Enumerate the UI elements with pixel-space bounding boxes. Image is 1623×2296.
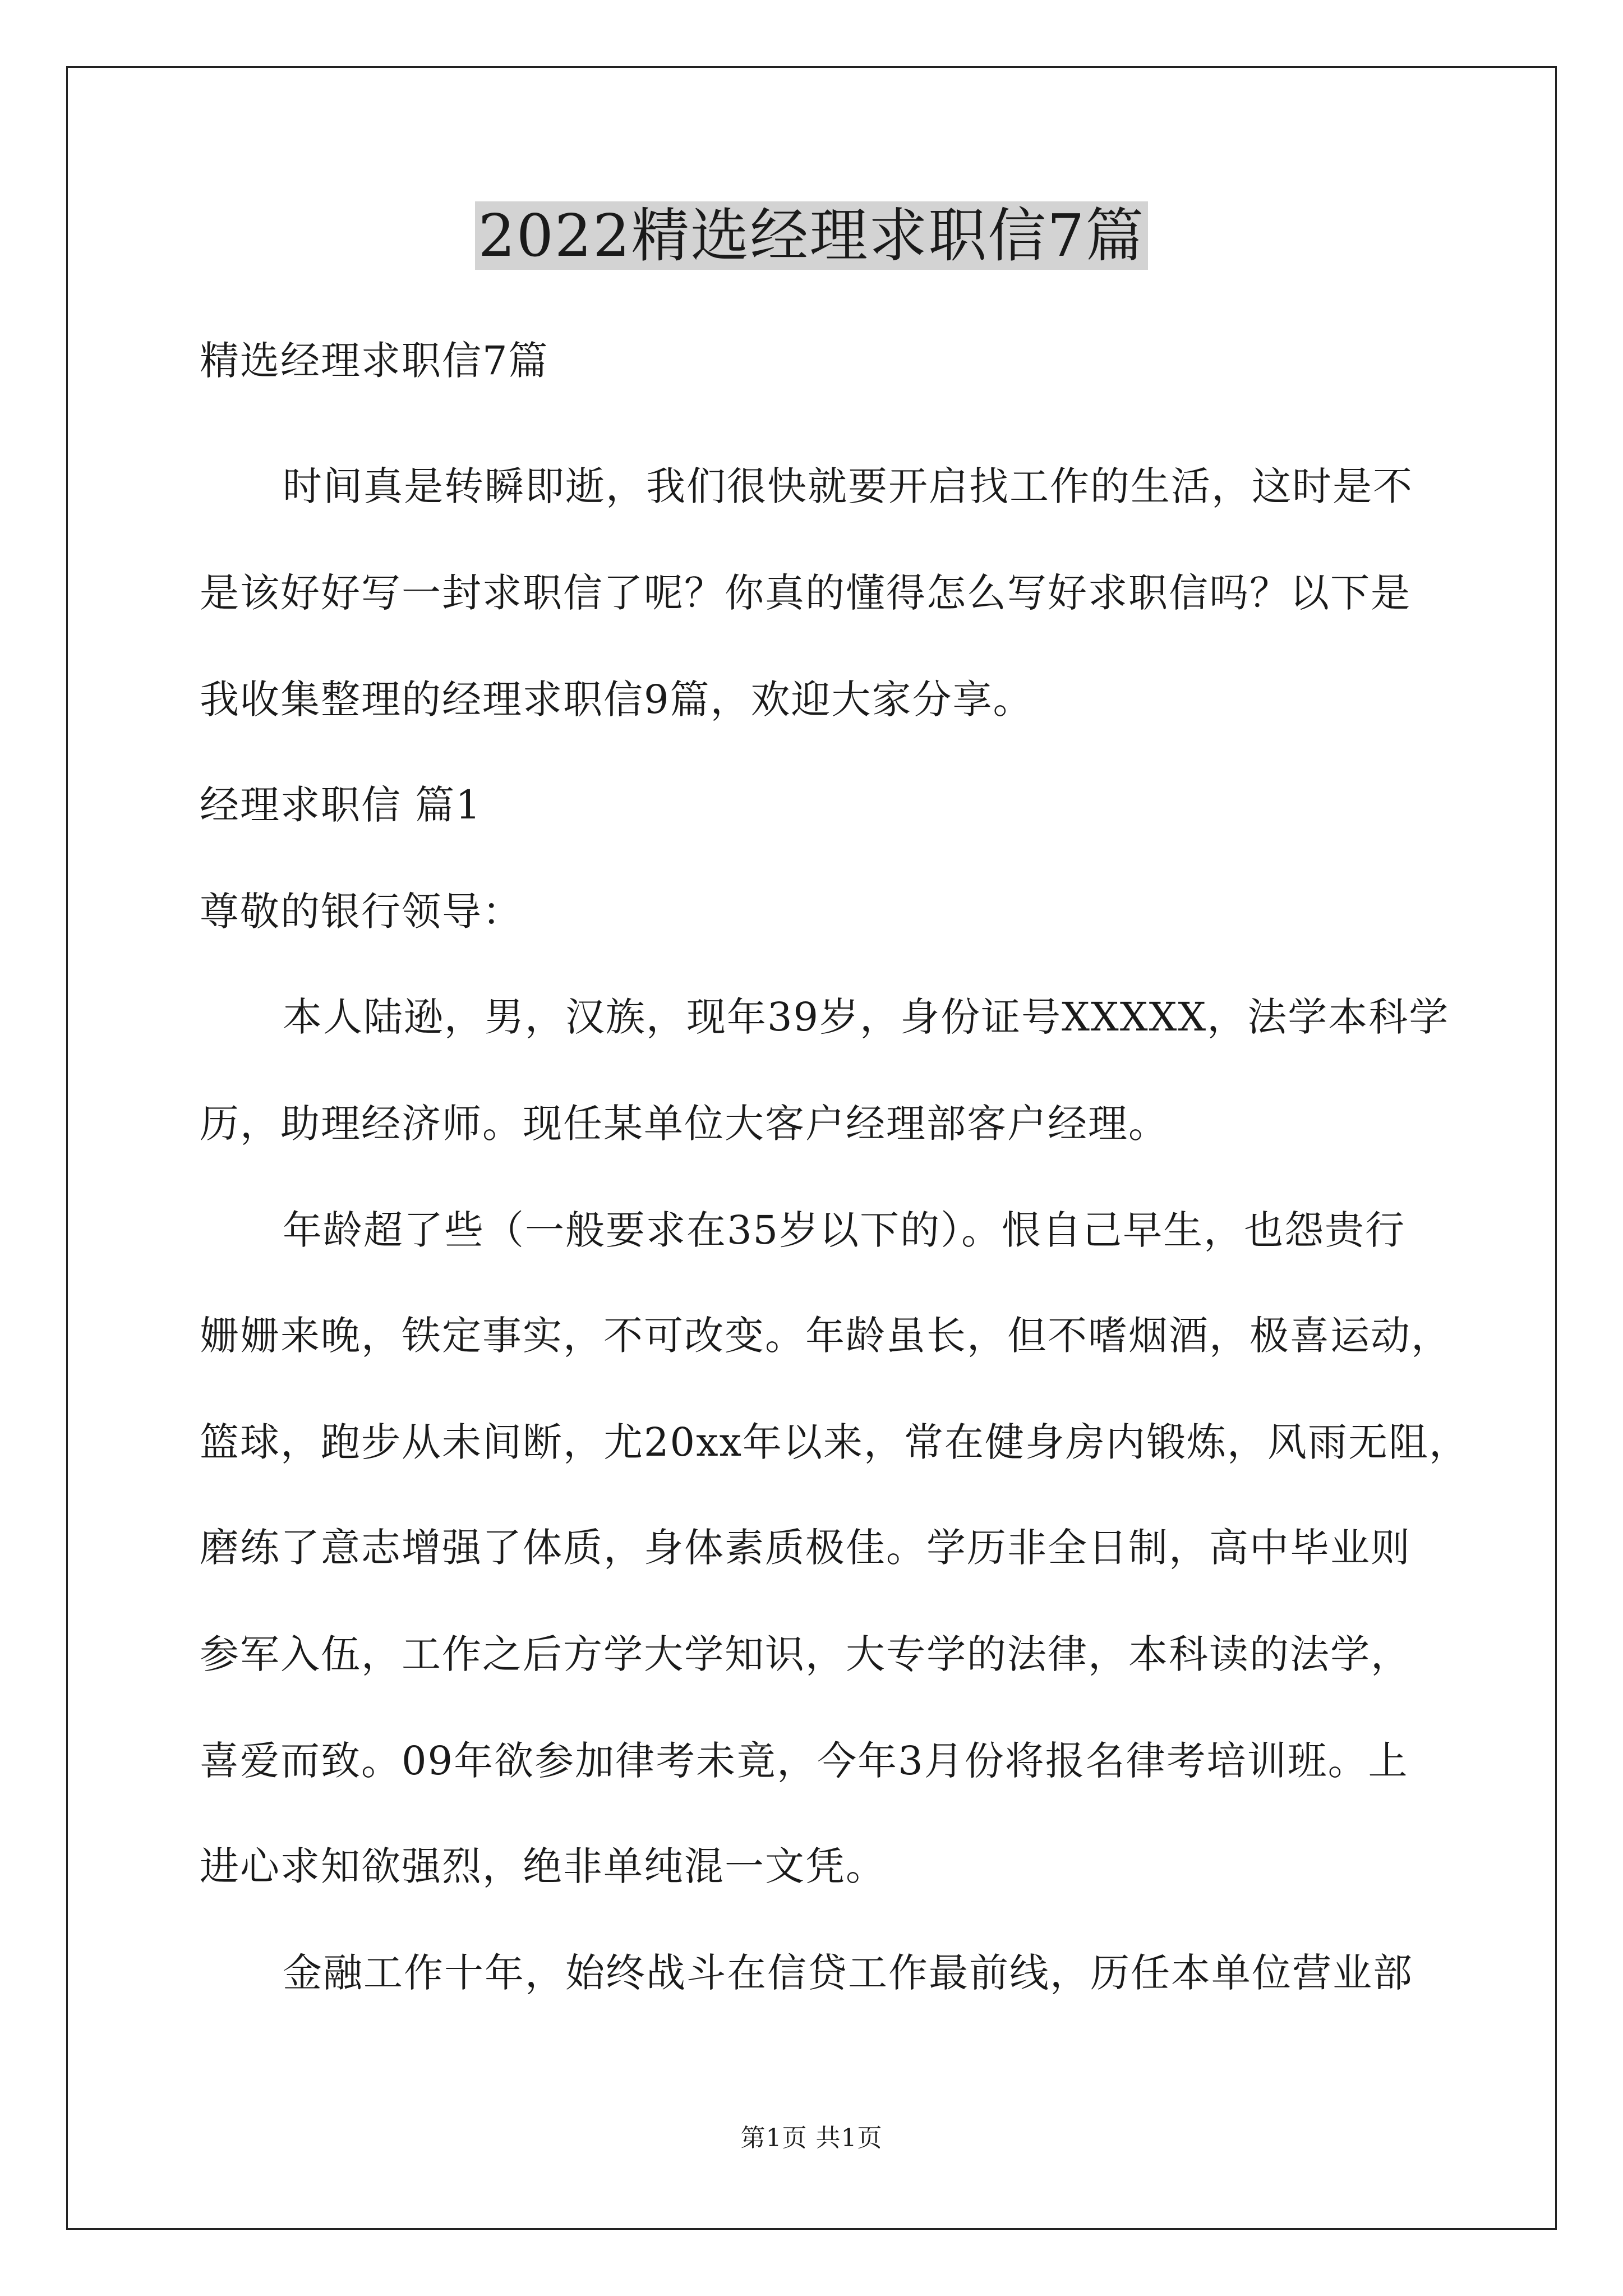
paragraph-line: 姗姗来晚，铁定事实，不可改变。年龄虽长，但不嗜烟酒，极喜运动，	[200, 1313, 1451, 1359]
paragraph-line: 喜爱而致。09年欲参加律考未竟，今年3月份将报名律考培训班。上	[200, 1738, 1409, 1784]
salutation: 尊敬的银行领导：	[200, 889, 523, 935]
paragraph-line: 进心求知欲强烈，绝非单纯混一文凭。	[200, 1843, 886, 1889]
paragraph-line: 篮球，跑步从未间断，尤20xx年以来，常在健身房内锻炼，风雨无阻，	[200, 1419, 1470, 1465]
paragraph-line: 年龄超了些（一般要求在35岁以下的）。恨自己早生，也怨贵行	[283, 1207, 1406, 1253]
paragraph-line: 我收集整理的经理求职信9篇，欢迎大家分享。	[200, 677, 1034, 723]
page-footer: 第1页 共1页	[740, 2124, 883, 2152]
document-title: 2022精选经理求职信7篇	[0, 197, 1623, 274]
paragraph-line: 历，助理经济师。现任某单位大客户经理部客户经理。	[200, 1101, 1169, 1147]
paragraph-line: 金融工作十年，始终战斗在信贷工作最前线，历任本单位营业部	[283, 1950, 1413, 1996]
paragraph-line: 时间真是转瞬即逝，我们很快就要开启找工作的生活，这时是不	[283, 463, 1413, 509]
section-heading: 经理求职信 篇1	[200, 782, 482, 828]
paragraph-line: 是该好好写一封求职信了呢？你真的懂得怎么写好求职信吗？以下是	[200, 570, 1411, 616]
paragraph-line: 本人陆逊，男，汉族，现年39岁，身份证号XXXXX，法学本科学	[283, 994, 1450, 1040]
paragraph-line: 参军入伍，工作之后方学大学知识，大专学的法律，本科读的法学，	[200, 1631, 1411, 1677]
paragraph-line: 磨练了意志增强了体质，身体素质极佳。学历非全日制，高中毕业则	[200, 1525, 1411, 1571]
subtitle: 精选经理求职信7篇	[200, 338, 549, 384]
